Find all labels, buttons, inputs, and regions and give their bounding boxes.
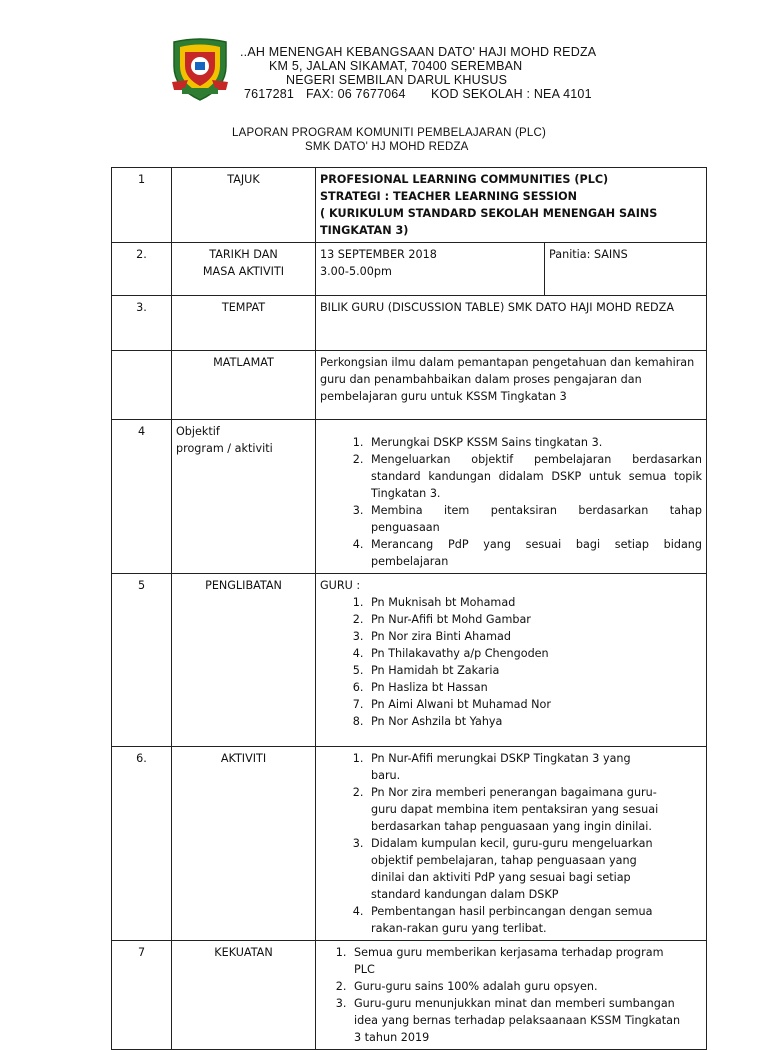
report-table (111, 167, 707, 1050)
table-row-tajuk (112, 168, 707, 243)
row-number: 7 (112, 941, 172, 1050)
school-code: KOD SEKOLAH : NEA 4101 (431, 87, 592, 101)
school-name: ..AH MENENGAH KEBANGSAAN DATO' HAJI MOHD REDZA (240, 45, 597, 59)
objektif-value (316, 420, 707, 574)
row-label: TEMPAT (172, 296, 316, 351)
row-number: 5 (112, 574, 172, 747)
list-item: 7. Pn Aimi Alwani bt Muhamad Nor (367, 696, 702, 713)
kekuatan-list (320, 944, 702, 1046)
tajuk-value (316, 168, 707, 243)
table-row-tempat (112, 296, 707, 351)
tarikh-date-cell (316, 243, 545, 295)
row-number: 4 (112, 420, 172, 574)
list-item: 3. Didalam kumpulan kecil, guru-guru mengeluarkan objektif pembelajaran, tahap penguasaan yang dinilai dan aktiviti PdP yang sesuai bagi setiap standard kandungan dalam DSKP (367, 835, 662, 903)
school-fax: FAX: 06 7677064 (306, 87, 406, 101)
report-title: LAPORAN PROGRAM KOMUNITI PEMBELAJARAN (PLC) (232, 127, 547, 139)
row-number: 2. (112, 243, 172, 296)
teacher-list (320, 594, 702, 730)
activity-time: 3.00-5.00pm (320, 265, 392, 278)
list-item: 4. Pn Thilakavathy a/p Chengoden (367, 645, 702, 662)
tajuk-line: STRATEGI : TEACHER LEARNING SESSION (320, 190, 577, 203)
list-item: 2. Guru-guru sains 100% adalah guru opsyen. (350, 978, 682, 995)
list-item: 3. Membina item pentaksiran berdasarkan tahap penguasaan (367, 502, 702, 536)
row-label (172, 420, 316, 574)
objektif-list (320, 434, 702, 570)
aktiviti-list (320, 750, 702, 937)
row-label: KEKUATAN (172, 941, 316, 1050)
school-address: KM 5, JALAN SIKAMAT, 70400 SEREMBAN (269, 59, 523, 73)
label-line: program / aktiviti (176, 442, 273, 455)
list-item: 6. Pn Hasliza bt Hassan (367, 679, 702, 696)
table-row-matlamat (112, 351, 707, 420)
panitia-cell (545, 243, 632, 295)
report-subtitle: SMK DATO' HJ MOHD REDZA (305, 141, 469, 153)
row-number: 3. (112, 296, 172, 351)
penglibatan-heading: GURU : (320, 579, 361, 592)
list-item: 1. Merungkai DSKP KSSM Sains tingkatan 3. (367, 434, 702, 451)
table-row-tarikh (112, 243, 707, 296)
label-line: Objektif (176, 425, 220, 438)
row-label: MATLAMAT (172, 351, 316, 420)
tempat-value: BILIK GURU (DISCUSSION TABLE) SMK DATO HAJI MOHD REDZA (316, 296, 707, 351)
list-item: 5. Pn Hamidah bt Zakaria (367, 662, 702, 679)
row-number: 1 (112, 168, 172, 243)
table-row-objektif (112, 420, 707, 574)
list-item: 3. Pn Nor zira Binti Ahamad (367, 628, 702, 645)
table-row-kekuatan (112, 941, 707, 1050)
table-row-aktiviti (112, 747, 707, 941)
tajuk-line: PROFESIONAL LEARNING COMMUNITIES (PLC) (320, 173, 609, 186)
label-line: MASA AKTIVITI (202, 265, 285, 278)
table-row-penglibatan (112, 574, 707, 747)
row-number: 6. (112, 747, 172, 941)
list-item: 1. Semua guru memberikan kerjasama terhadap program PLC (350, 944, 682, 978)
row-label: AKTIVITI (172, 747, 316, 941)
list-item: 1. Pn Nur-Afifi merungkai DSKP Tingkatan 3 yang baru. (367, 750, 662, 784)
list-item: 2. Mengeluarkan objektif pembelajaran berdasarkan standard kandungan didalam DSKP untuk semua topik Tingkatan 3. (367, 451, 702, 502)
aktiviti-value (316, 747, 707, 941)
list-item: 4. Merancang PdP yang sesuai bagi setiap bidang pembelajaran (367, 536, 702, 570)
school-crest-logo (168, 36, 232, 102)
list-item: 2. Pn Nor zira memberi penerangan bagaimana guru-guru dapat membina item pentaksiran yang sesuai berdasarkan tahap penguasaan yang ingin dinilai. (367, 784, 662, 835)
list-item: 8. Pn Nor Ashzila bt Yahya (367, 713, 702, 730)
list-item: 3. Guru-guru menunjukkan minat dan memberi sumbangan idea yang bernas terhadap pelaksaanaan KSSM Tingkatan 3 tahun 2019 (350, 995, 682, 1046)
row-number (112, 351, 172, 420)
tajuk-line: ( KURIKULUM STANDARD SEKOLAH MENENGAH SAINS TINGKATAN 3) (320, 207, 658, 237)
matlamat-value: Perkongsian ilmu dalam pemantapan pengetahuan dan kemahiran guru dan penambahbaikan dalam proses pengajaran dan pembelajaran guru untuk KSSM Tingkatan 3 (316, 351, 707, 420)
list-item: 4. Pembentangan hasil perbincangan dengan semua rakan-rakan guru yang terlibat. (367, 903, 662, 937)
penglibatan-value (316, 574, 707, 747)
school-tel: 7617281 (244, 87, 295, 101)
activity-date: 13 SEPTEMBER 2018 (320, 248, 437, 261)
row-label (172, 243, 316, 296)
list-item: 2. Pn Nur-Afifi bt Mohd Gambar (367, 611, 702, 628)
school-state: NEGERI SEMBILAN DARUL KHUSUS (286, 73, 508, 87)
row-label: PENGLIBATAN (172, 574, 316, 747)
row-label: TAJUK (172, 168, 316, 243)
list-item: 1. Pn Muknisah bt Mohamad (367, 594, 702, 611)
kekuatan-value (316, 941, 707, 1050)
panitia-value: Panitia: SAINS (549, 248, 628, 261)
label-line: TARIKH DAN (209, 248, 278, 261)
tarikh-value (316, 243, 707, 296)
